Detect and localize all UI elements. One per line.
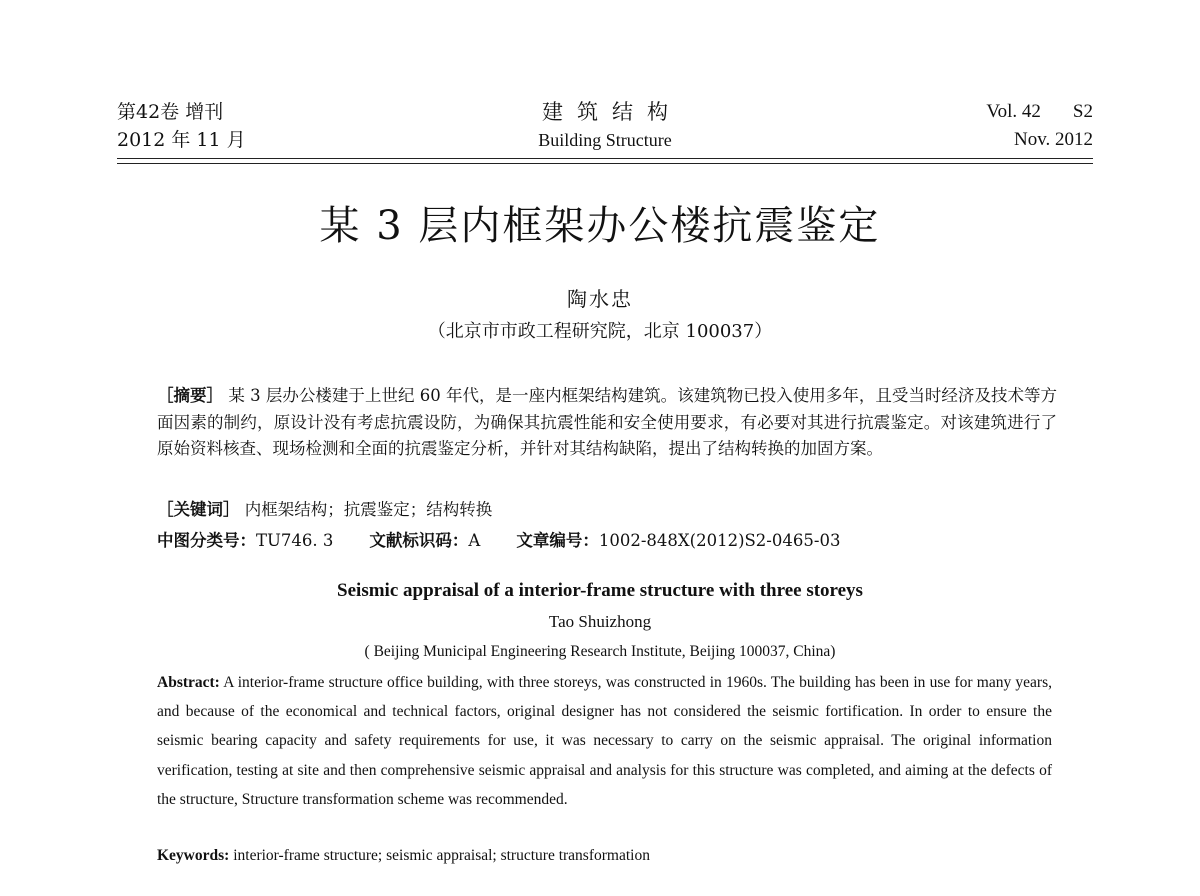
doc-code-value: A: [468, 531, 481, 550]
journal-name-cn: 建筑结构: [542, 100, 682, 124]
keywords-cn-text: 内框架结构；抗震鉴定；结构转换: [244, 500, 493, 519]
keywords-en: [157, 843, 1052, 869]
keywords-cn-label: ［关键词］: [157, 500, 240, 519]
header-rule-top: [117, 158, 1093, 159]
keywords-en-text: interior-frame structure; seismic appraisal; structure transformation: [233, 847, 650, 864]
abstract-cn-text: 某 3 层办公楼建于上世纪 60 年代，是一座内框架结构建筑。该建筑物已投入使用多年，且受当时经济及技术等方面因素的制约，原设计没有考虑抗震设防，为确保其抗震性能和安全使用要求，有必要对其进行抗震鉴定。对该建筑进行了原始资料核查、现场检测和全面的抗震鉴定分析，并针对其结构缺陷，提出了结构转换的加固方案。: [157, 386, 1057, 458]
header-volume-cn: 第42卷 增刊: [117, 101, 224, 123]
doc-code-label: 文献标识码：: [369, 531, 469, 550]
header-issue-en: S2: [1072, 101, 1093, 122]
journal-name-en: Building Structure: [538, 130, 672, 150]
author-cn: 陶水忠: [567, 287, 633, 311]
header-volume-en: Vol. 42: [986, 101, 1041, 122]
clc-value: TU746. 3: [256, 531, 334, 550]
header-date-cn: 2012 年 11 月: [117, 129, 246, 151]
author-en: Tao Shuizhong: [548, 612, 652, 631]
classification-line: [157, 528, 1057, 555]
abstract-cn: [157, 383, 1057, 463]
affiliation-cn: （北京市市政工程研究院，北京 100037）: [427, 321, 773, 342]
header-volume-info: [986, 98, 1093, 154]
article-title-en: Seismic appraisal of a interior-frame structure with three storeys: [337, 580, 863, 601]
affiliation-en: ( Beijing Municipal Engineering Research Institute, Beijing 100037, China): [364, 643, 836, 660]
header-journal-name: [117, 98, 1093, 154]
journal-header: [117, 98, 1093, 158]
keywords-en-label: Keywords:: [157, 847, 230, 864]
header-date-en: Nov. 2012: [1014, 129, 1093, 150]
article-number-value: 1002-848X(2012)S2-0465-03: [598, 531, 841, 550]
header-rule-bottom: [117, 163, 1093, 164]
article-title-cn: 某 3 层内框架办公楼抗震鉴定: [319, 203, 881, 249]
abstract-en-label: Abstract:: [157, 674, 220, 691]
abstract-en: [157, 668, 1052, 814]
header-volume-line: [986, 98, 1093, 126]
keywords-cn: [157, 497, 1057, 524]
clc-label: 中图分类号：: [157, 531, 256, 550]
article-number-label: 文章编号：: [516, 531, 599, 550]
abstract-cn-label: ［摘要］: [157, 386, 224, 405]
abstract-en-text: A interior-frame structure office building, with three storeys, was constructed in 1960s. The building has been in use for many years, and because of the economical and technical factors, original designer has not considered the seismic fortification. In order to ensure the seismic bearing capacity and safety requirements for use, it was necessary to carry on the seismic appraisal. The original information verification, testing at site and then comprehensive seismic appraisal and analysis for this structure was completed, and aiming at the defects of the structure, Structure transformation scheme was recommended.: [157, 674, 1052, 808]
